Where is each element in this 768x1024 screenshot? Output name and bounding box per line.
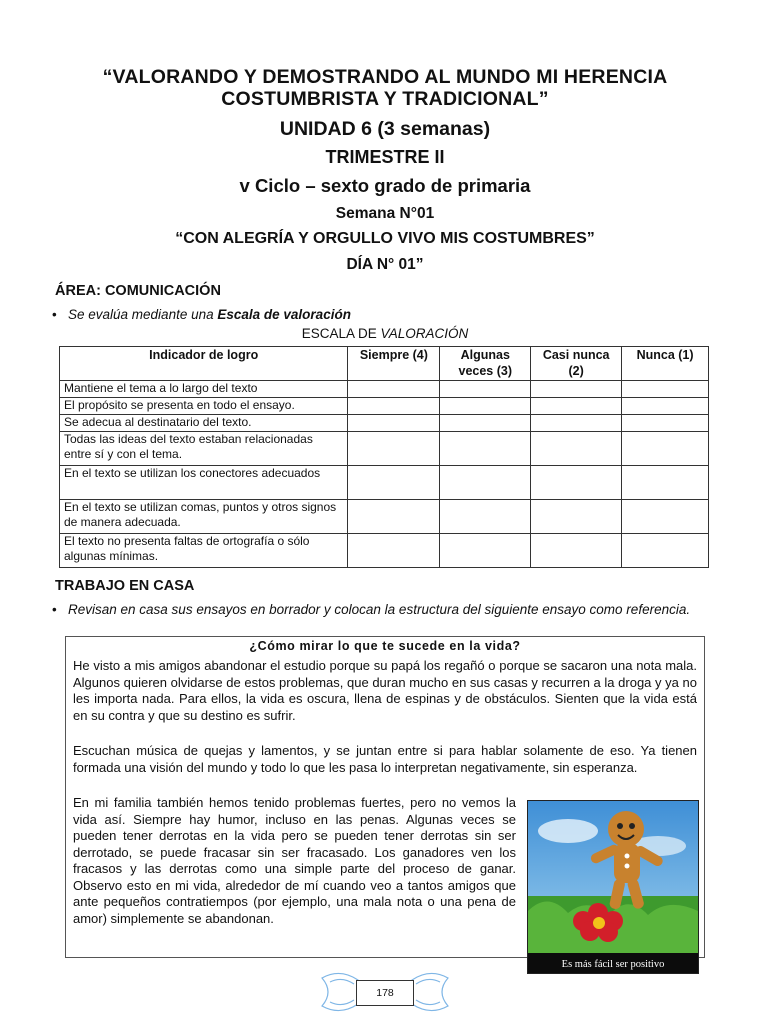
indicator-cell: El propósito se presenta en todo el ensayo. [60,398,348,415]
rating-cell[interactable] [622,534,709,568]
header-siempre: Siempre (4) [348,347,440,381]
indicator-cell: Se adecua al destinatario del texto. [60,415,348,432]
area-label: ÁREA: COMUNICACIÓN [55,283,221,299]
table-row [60,432,709,466]
rating-cell[interactable] [622,381,709,398]
rating-cell[interactable] [348,381,440,398]
unit-heading: UNIDAD 6 (3 semanas) [279,118,491,140]
rating-cell[interactable] [622,500,709,534]
rating-cell[interactable] [531,466,622,500]
reading-title: ¿Cómo mirar lo que te sucede en la vida? [249,639,521,653]
trimester-heading: TRIMESTRE II [325,147,445,167]
rating-cell[interactable] [531,381,622,398]
cycle-heading: v Ciclo – sexto grado de primaria [239,175,531,196]
rating-cell[interactable] [440,500,531,534]
image-caption: Es más fácil ser positivo [561,959,665,970]
homework-label: TRABAJO EN CASA [55,578,195,594]
homework-bullet [52,602,712,618]
table-row [60,534,709,568]
evaluation-table [59,346,709,568]
bullet-dot-icon: • [52,602,57,617]
indicator-cell: El texto no presenta faltas de ortografía o sólo algunas mínimas. [60,534,348,568]
table-row [60,466,709,500]
gingerbread-illustration [527,800,699,974]
rating-cell[interactable] [440,415,531,432]
rating-cell[interactable] [348,466,440,500]
scale-title [40,326,730,341]
indicator-cell: Mantiene el tema a lo largo del texto [60,381,348,398]
rating-cell[interactable] [348,432,440,466]
indicator-cell: En el texto se utilizan comas, puntos y otros signos de manera adecuada. [60,500,348,534]
rating-cell[interactable] [622,466,709,500]
rating-cell[interactable] [622,415,709,432]
header-nunca: Nunca (1) [622,347,709,381]
indicator-cell: En el texto se utilizan los conectores adecuados [60,466,348,500]
rating-cell[interactable] [622,432,709,466]
rating-cell[interactable] [348,398,440,415]
rating-cell[interactable] [348,415,440,432]
table-row [60,500,709,534]
week-heading: Semana N°01 [335,205,435,222]
rating-cell[interactable] [531,534,622,568]
table-row [60,381,709,398]
rating-cell[interactable] [531,398,622,415]
indicator-cell: Todas las ideas del texto estaban relacionadas entre sí y con el tema. [60,432,348,466]
rating-cell[interactable] [348,500,440,534]
scale-title-italic: VALORACIÓN [380,326,469,341]
reading-paragraph-1: He visto a mis amigos abandonar el estudio porque su papá los regañó o porque se sacaron una nota mala. Algunos quieren olvidarse de estos problemas, que duran mucho en sus casas y recurren a la droga y ya no les importa nada. Para ellos, la vida es oscura, llena de espinas y de obstáculos. Sienten que la vida está en su contra y que su destino es sufrir. [73,658,697,723]
reading-paragraph-2: Escuchan música de quejas y lamentos, y se juntan entre si para hablar solamente de eso. Ya tienen formada una visión del mundo y todo lo que les pasa lo interpretan negativamente, sin esperanza. [73,743,697,775]
rating-cell[interactable] [440,534,531,568]
rating-cell[interactable] [440,381,531,398]
evaluation-bold: Escala de valoración [217,307,351,322]
evaluation-text: Se evalúa mediante una [68,307,214,322]
homework-text: Revisan en casa sus ensayos en borrador y colocan la estructura del siguiente ensayo como referencia. [68,602,691,617]
header-algunas-veces: Algunas veces (3) [440,347,531,381]
bullet-dot-icon: • [52,307,57,322]
rating-cell[interactable] [440,432,531,466]
day-heading: DÍA N° 01” [346,256,424,273]
gingerbread-image [528,801,698,973]
reading-paragraph-3: En mi familia también hemos tenido problemas fuertes, pero no vemos la vida así. Siempre hay humor, incluso en las penas. Algunas veces se pueden tener derrotas en la vida pero se pueden tener derrotas sin ser derrotado, se puede fracasar sin ser fracasado. Los ganadores ven los fracasos y las derrotas como una simple parte del proceso de ganar. Observo esto en mi vida, alrededor de mí cuando veo a tantos amigos que ante pequeños contratiempos (por ejemplo, una mala nota o una pena de amor) simplemente se abandonan. [73,795,516,926]
table-header-row [60,347,709,381]
header-indicador: Indicador de logro [60,347,348,381]
rating-cell[interactable] [531,500,622,534]
title-line-1: “VALORANDO Y DEMOSTRANDO AL MUNDO MI HERENCIA [102,66,668,88]
title-line-2: COSTUMBRISTA Y TRADICIONAL” [221,88,549,110]
header-casi-nunca: Casi nunca (2) [531,347,622,381]
rating-cell[interactable] [440,466,531,500]
rating-cell[interactable] [348,534,440,568]
rating-cell[interactable] [531,415,622,432]
rating-cell[interactable] [531,432,622,466]
rating-cell[interactable] [622,398,709,415]
rating-cell[interactable] [440,398,531,415]
evaluation-bullet [52,307,712,323]
page-number: 178 [356,980,414,1006]
table-row [60,415,709,432]
subtitle-heading: “CON ALEGRÍA Y ORGULLO VIVO MIS COSTUMBRES” [175,230,595,247]
scale-title-main: ESCALA DE [301,326,377,341]
table-row [60,398,709,415]
